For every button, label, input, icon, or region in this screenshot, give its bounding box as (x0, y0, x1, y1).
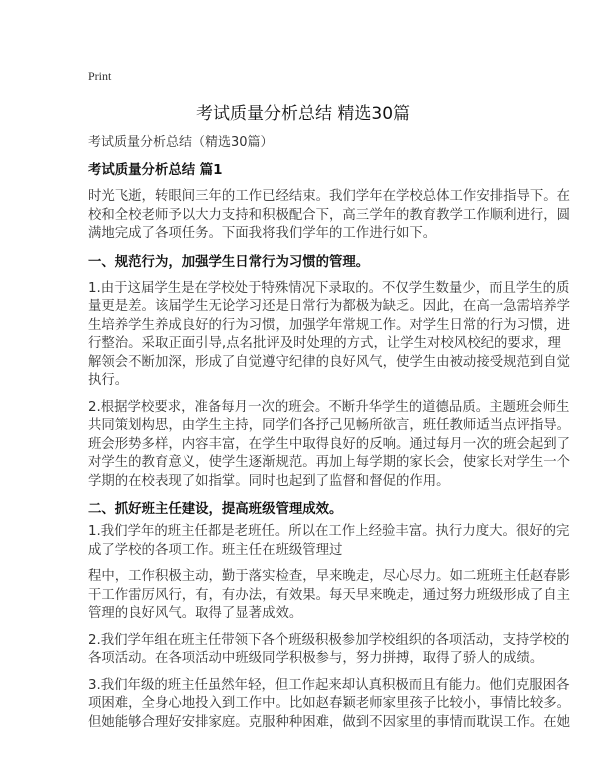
text-line: 满地完成了各项任务。下面我将我们学年的工作进行如下。 (88, 226, 437, 241)
text-line: 程中，工作积极主动，勤于落实检查，早来晚走，尽心尽力。如二班班主任赵春影 (88, 569, 571, 584)
text-line: 执行。 (88, 373, 129, 388)
paragraph (88, 523, 570, 560)
text-line: 解领会不断加深，形成了自觉遵守纪律的良好风气，使学生由被动接受规范到自觉 (88, 354, 571, 370)
section-title: 考试质量分析总结 篇1 (88, 163, 223, 178)
text-line: 校和全校老师予以大力支持和积极配合下，高三学年的教育教学工作顺利进行，圆 (88, 207, 571, 223)
paragraph (88, 188, 571, 244)
paragraph (88, 632, 570, 669)
text-line: 学期的在校表现了如指掌。同时也起到了监督和督促的作用。 (88, 473, 450, 489)
text-line: 时光飞逝，转眼间三年的工作已经结束。我们学年在学校总体工作安排指导下。在 (88, 189, 571, 204)
text-line: 1.由于这届学生是在学校处于特殊情况下录取的。不仅学生数量少，而且学生的质 (88, 280, 570, 296)
text-line: 项困难，全身心地投入到工作中。比如赵春颖老师家里孩子比较小，事情比较多。 (88, 696, 571, 711)
document-page (88, 68, 571, 732)
text-line: 各项活动。在各项活动中班级同学积极参与，努力拼搏，取得了骄人的成绩。 (88, 651, 544, 666)
text-line: 行整治。采取正面引导,点名批评及时处理的方式，让学生对校风校纪的要求，理 (88, 336, 561, 351)
text-line: 管理的良好风气。取得了显著成效。 (88, 606, 303, 621)
text-line: 2.我们学年组在班主任带领下各个班级积极参加学校组织的各项活动，支持学校的 (88, 632, 570, 648)
text-line: 成了学校的各项工作。班主任在班级管理过 (88, 542, 343, 558)
paragraph (88, 399, 571, 492)
text-line: 共同策划构思，由学生主持，同学们各抒己见畅所欲言，班任教师适当点评指导。 (88, 418, 571, 433)
document-subtitle: 考试质量分析总结（精选30篇） (88, 135, 274, 150)
heading-1: 一、规范行为，加强学生日常行为习惯的管理。 (88, 254, 370, 270)
text-line: 对学生的教育意义，使学生逐渐规范。再加上每学期的家长会，使家长对学生一个 (88, 455, 571, 470)
document-title: 考试质量分析总结 精选30篇 (195, 104, 411, 124)
text-line: 2.根据学校要求，准备每月一次的班会。不断升华学生的道德品质。主题班会师生 (88, 399, 570, 415)
paragraph (88, 677, 571, 733)
text-line: 量更是差。该届学生无论学习还是日常行为都极为缺乏。因此，在高一急需培养学 (88, 299, 571, 314)
print-label[interactable]: Print (88, 69, 112, 83)
paragraph (88, 280, 571, 391)
text-line: 生培养学生养成良好的行为习惯，加强学年常规工作。对学生日常的行为习惯，进 (88, 317, 571, 333)
text-line: 1.我们学年的班主任都是老班任。所以在工作上经验丰富。执行力度大。很好的完 (88, 524, 570, 539)
text-line: 班会形势多样，内容丰富，在学生中取得良好的反响。通过每月一次的班会起到了 (88, 436, 571, 452)
paragraph (88, 568, 571, 624)
text-line: 但她能够合理好安排家庭。克服种种困难，做到不因家里的事情而耽误工作。在她 (88, 714, 571, 730)
heading-2: 二、抓好班主任建设，提高班级管理成效。 (88, 502, 343, 517)
text-line: 3.我们年级的班主任虽然年轻，但工作起来却认真积极而且有能力。他们克服困各 (88, 677, 570, 693)
text-line: 干工作雷厉风行，有，有办法，有效果。每天早来晚走，通过努力班级形成了自主 (88, 587, 571, 603)
